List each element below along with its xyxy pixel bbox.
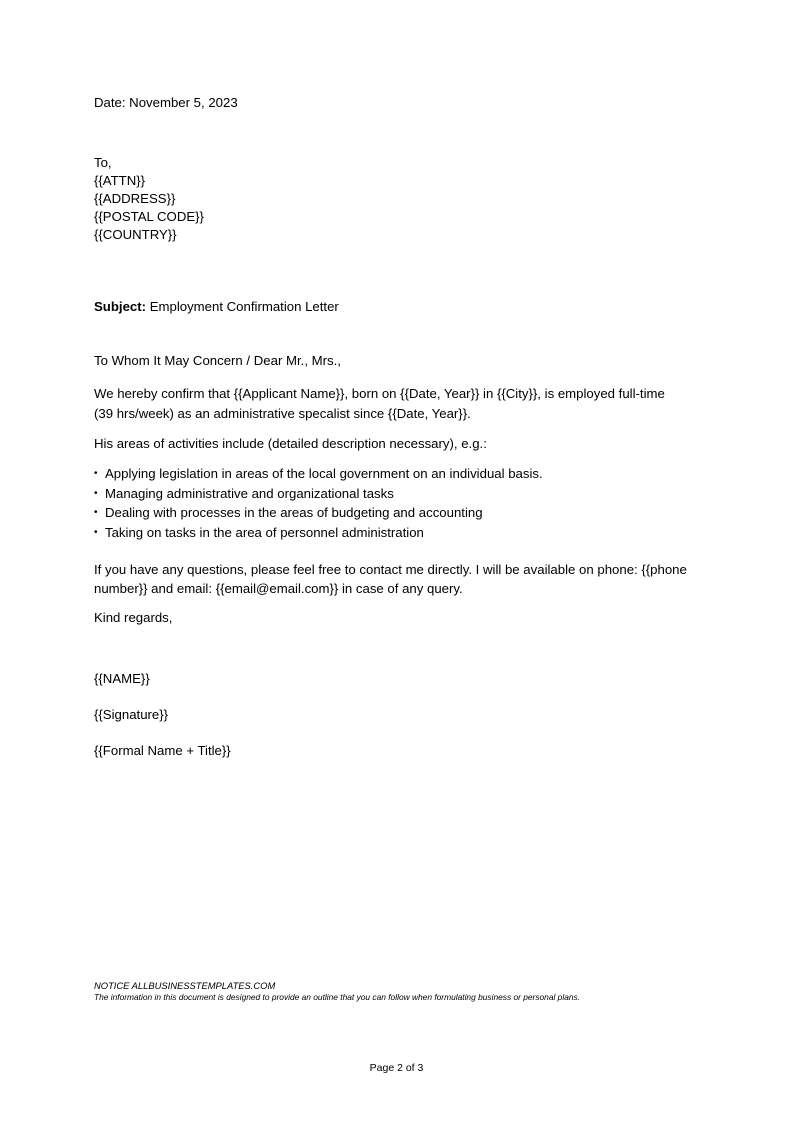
recipient-to: To, <box>94 155 112 170</box>
bullet-icon: • <box>94 468 98 479</box>
salutation: To Whom It May Concern / Dear Mr., Mrs., <box>94 353 341 368</box>
list-item <box>94 503 483 523</box>
signature-placeholder: {{Signature}} <box>94 707 169 722</box>
recipient-address: {{ADDRESS}} <box>94 191 176 206</box>
signer-name: {{NAME}} <box>94 671 150 686</box>
list-item <box>94 484 394 504</box>
list-item <box>94 523 424 543</box>
page-number: Page 2 of 3 <box>369 1062 424 1074</box>
list-item-text: Taking on tasks in the area of personnel administration <box>105 524 424 540</box>
formal-name-title: {{Formal Name + Title}} <box>94 743 231 758</box>
subject-label: Subject: <box>94 299 147 314</box>
list-item-text: Dealing with processes in the areas of budgeting and accounting <box>105 505 483 520</box>
notice-title: NOTICE ALLBUSINESSTEMPLATES.COM <box>94 980 276 991</box>
paragraph1-line2: (39 hrs/week) as an administrative specalist since {{Date, Year}}. <box>94 406 471 421</box>
recipient-country: {{COUNTRY}} <box>94 227 177 242</box>
subject-line <box>94 298 339 316</box>
paragraph2-line2: number}} and email: {{email@email.com}} in case of any query. <box>94 581 463 596</box>
notice-body: The information in this document is designed to provide an outline that you can follow when formulating business or personal plans. <box>94 992 581 1002</box>
paragraph2-line1: If you have any questions, please feel free to contact me directly. I will be available on phone: {{phone <box>94 562 687 577</box>
closing: Kind regards, <box>94 610 173 625</box>
recipient-postal-code: {{POSTAL CODE}} <box>94 209 204 224</box>
activities-intro: His areas of activities include (detailed description necessary), e.g.: <box>94 436 487 451</box>
recipient-attn: {{ATTN}} <box>94 173 146 188</box>
bullet-icon: • <box>94 526 98 538</box>
bullet-icon: • <box>94 507 98 518</box>
paragraph1-line1: We hereby confirm that {{Applicant Name}}, born on {{Date, Year}} in {{City}}, is employed full-time <box>94 386 665 401</box>
list-item-text: Managing administrative and organizational tasks <box>105 485 394 501</box>
subject-text: Employment Confirmation Letter <box>149 299 339 314</box>
bullet-icon: • <box>94 487 98 499</box>
list-item-text: Applying legislation in areas of the local government on an individual basis. <box>105 466 543 481</box>
list-item <box>94 464 543 484</box>
letter-date: Date: November 5, 2023 <box>94 95 238 110</box>
